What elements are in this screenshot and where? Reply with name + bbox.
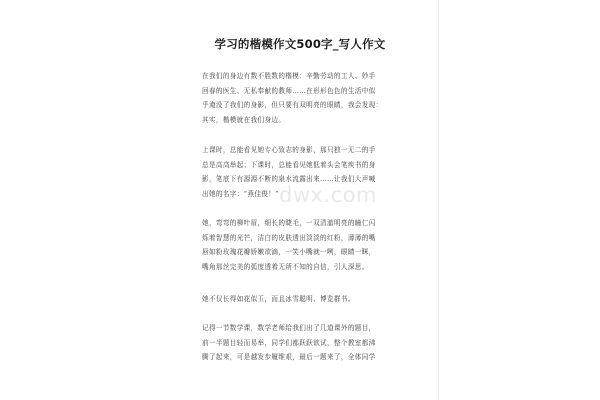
page-title: 学习的楷模作文500字_写人作文	[214, 37, 386, 51]
text-line: 在我们的身边有数不胜数的楷模：辛勤劳动的工人、妙手	[202, 72, 376, 80]
text-line: 其实，楷模就在我们身边。	[202, 115, 286, 124]
text-line: 腾了起来，可是越发步履维艰，最后一题来了，全体同学	[202, 353, 376, 362]
text-line: 记得一节数学课，数学老师给我们出了几道课外的题目，	[202, 324, 376, 332]
text-line: 前一半题目轻而易举，同学们都跃跃欲试，整个教室都沸	[202, 338, 376, 347]
text-line: 她不仅长得如花似玉，而且冰雪聪明、博览群书。	[202, 295, 355, 303]
text-line: 乎淹没了我们的身影，但只要有双明亮的眼睛，我会发现：	[202, 101, 383, 110]
page-edge-right	[438, 0, 439, 400]
paragraph-4	[202, 292, 402, 307]
paragraph-3	[202, 216, 402, 274]
text-line: 她，弯弯的柳叶眉，细长的睫毛，一双清澈明亮的瞳仁闪	[202, 219, 376, 227]
watermark: dwx.com	[279, 183, 377, 207]
text-line: 出她的名字：“燕佳俊！”	[202, 189, 279, 198]
text-line: 唇如粉玫瑰花瓣娇嫩欲滴，一笑小嘴就一咧，眼睛一眯，	[202, 248, 376, 257]
text-line: 嘴角那丝完美的弧度透着无所不知的自信，引人深思。	[202, 262, 369, 271]
text-line: 上课时，总能看见她专心致志的身影，那只独一无二的手	[202, 146, 376, 154]
paragraph-1	[202, 69, 402, 127]
paragraph-5	[202, 321, 402, 365]
text-line: 回春的医生、无私奉献的教师……在形形色色的生活中似	[202, 86, 376, 95]
text-line: 影，笔底下有源源不断的泉水流露出来……让我们大声喊	[202, 175, 376, 184]
text-line: 总是高高举起；下课时，总能看见她低着头会笔疾书的身	[202, 160, 376, 169]
text-line: 烁着智慧的光芒，洁白的皮肤透出淡淡的红粉，薄薄的嘴	[202, 233, 376, 242]
